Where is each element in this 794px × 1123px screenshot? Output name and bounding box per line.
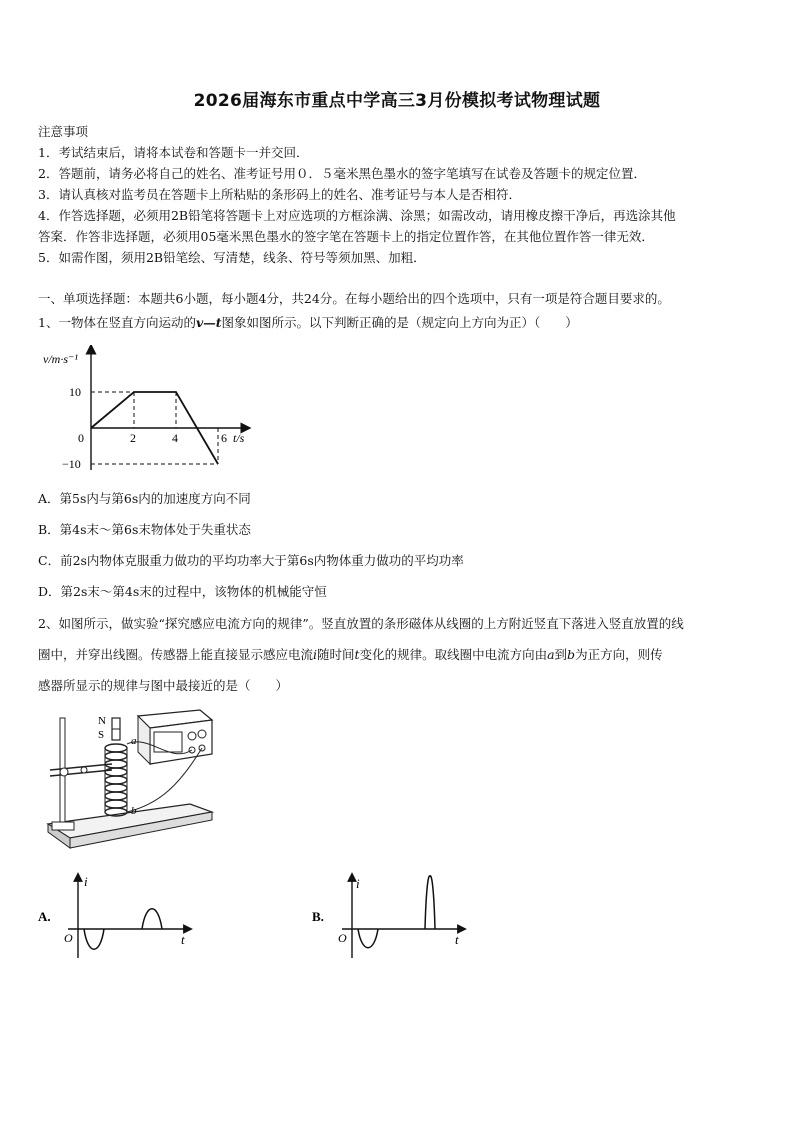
notice-item-4: 4．作答选择题，必须用2B铅笔将答题卡上对应选项的方框涂满、涂黑；如需改动，请用橡皮擦干净后，再选涂其他 — [38, 208, 676, 223]
notice-item-1: 1．考试结束后，请将本试卷和答题卡一并交回． — [38, 145, 309, 160]
vt-ylabel: v/m·s⁻¹ — [43, 352, 78, 366]
coil-b-label: b — [131, 805, 137, 817]
notice-item-2: 2．答题前，请务必将自己的姓名、准考证号用０．５毫米黑色墨水的签字笔填写在试卷及答题卡的规定位置． — [38, 166, 646, 181]
q1-option-a: A．第5s内与第6s内的加速度方向不同 — [38, 491, 251, 506]
magnet-s-label: S — [98, 729, 105, 741]
question-2-line-1: 2、如图所示，做实验“探究感应电流方向的规律”。竖直放置的条形磁体从线圈的上方附近竖直下落进入竖直放置的线 — [38, 616, 684, 631]
q2-text-d: 到 — [554, 647, 568, 662]
q1-option-c: C．前2s内物体克服重力做功的平均功率大于第6s内物体重力做功的平均功率 — [38, 553, 464, 568]
option-b-graph — [312, 872, 482, 962]
notice-item-3: 3．请认真核对监考员在答题卡上所粘贴的条形码上的姓名、准考证号与本人是否相符． — [38, 187, 521, 202]
q2-text-b: 随时间 — [317, 647, 355, 662]
vt-xlabel: t/s — [233, 431, 245, 445]
option-b-curve — [358, 876, 435, 948]
vt-tick-10: 10 — [69, 385, 81, 399]
vt-tick-6: 6 — [221, 431, 227, 445]
q1-option-d: D．第2s末～第4s末的过程中，该物体的机械能守恒 — [38, 584, 327, 599]
option-a-graph — [38, 872, 208, 962]
q1-stem-a: 1、一物体在竖直方向运动的 — [38, 315, 196, 330]
option-a-t: t — [181, 932, 185, 947]
option-a-label: A. — [38, 909, 51, 924]
q1-stem-b: 图象如图所示。以下判断正确的是（规定向上方向为正）（ ） — [221, 315, 578, 330]
question-1-stem — [38, 313, 578, 331]
section-heading: 一、单项选择题：本题共6小题，每小题4分，共24分。在每小题给出的四个选项中，只有一项是符合题目要求的。 — [38, 291, 670, 306]
vt-origin: 0 — [78, 431, 84, 445]
notice-item-4-cont: 答案．作答非选择题，必须用05毫米黑色墨水的签字笔在答题卡上的指定位置作答，在其他位置作答一律无效． — [38, 229, 654, 244]
q2-var-i: i — [313, 647, 318, 662]
q2-text-c: 变化的规律。取线圈中电流方向由 — [359, 647, 548, 662]
apparatus-figure — [40, 704, 220, 862]
magnet-n-label: N — [98, 715, 106, 727]
q1-option-b: B．第4s末～第6s末物体处于失重状态 — [38, 522, 251, 537]
option-a-i: i — [84, 874, 88, 889]
option-b-t: t — [455, 932, 459, 947]
notice-item-5: 5．如需作图，须用2B铅笔绘、写清楚，线条、符号等须加黑、加粗． — [38, 250, 426, 265]
vt-tick-neg10: −10 — [62, 457, 81, 471]
question-2-line-3: 感器所显示的规律与图中最接近的是（ ） — [38, 678, 289, 693]
option-b-i: i — [356, 876, 360, 891]
notice-heading: 注意事项 — [38, 124, 89, 139]
q2-var-b: b — [567, 647, 576, 662]
option-b-origin: O — [338, 931, 347, 945]
vt-graph — [38, 345, 278, 475]
q2-var-a: a — [547, 647, 555, 662]
option-a-origin: O — [64, 931, 73, 945]
coil-a-label: a — [131, 735, 137, 747]
vt-tick-4: 4 — [172, 431, 178, 445]
q2-text-a: 圈中，并穿出线圈。传感器上能直接显示感应电流 — [38, 647, 314, 662]
q2-text-e: 为正方向，则传 — [575, 647, 663, 662]
option-b-label: B. — [312, 909, 324, 924]
q1-stem-var: v—t — [195, 315, 222, 330]
vt-tick-2: 2 — [130, 431, 136, 445]
q2-var-t: t — [354, 647, 360, 662]
question-2-line-2 — [38, 645, 663, 663]
page-title: 2026届海东市重点中学高三3月份模拟考试物理试题 — [193, 91, 601, 111]
